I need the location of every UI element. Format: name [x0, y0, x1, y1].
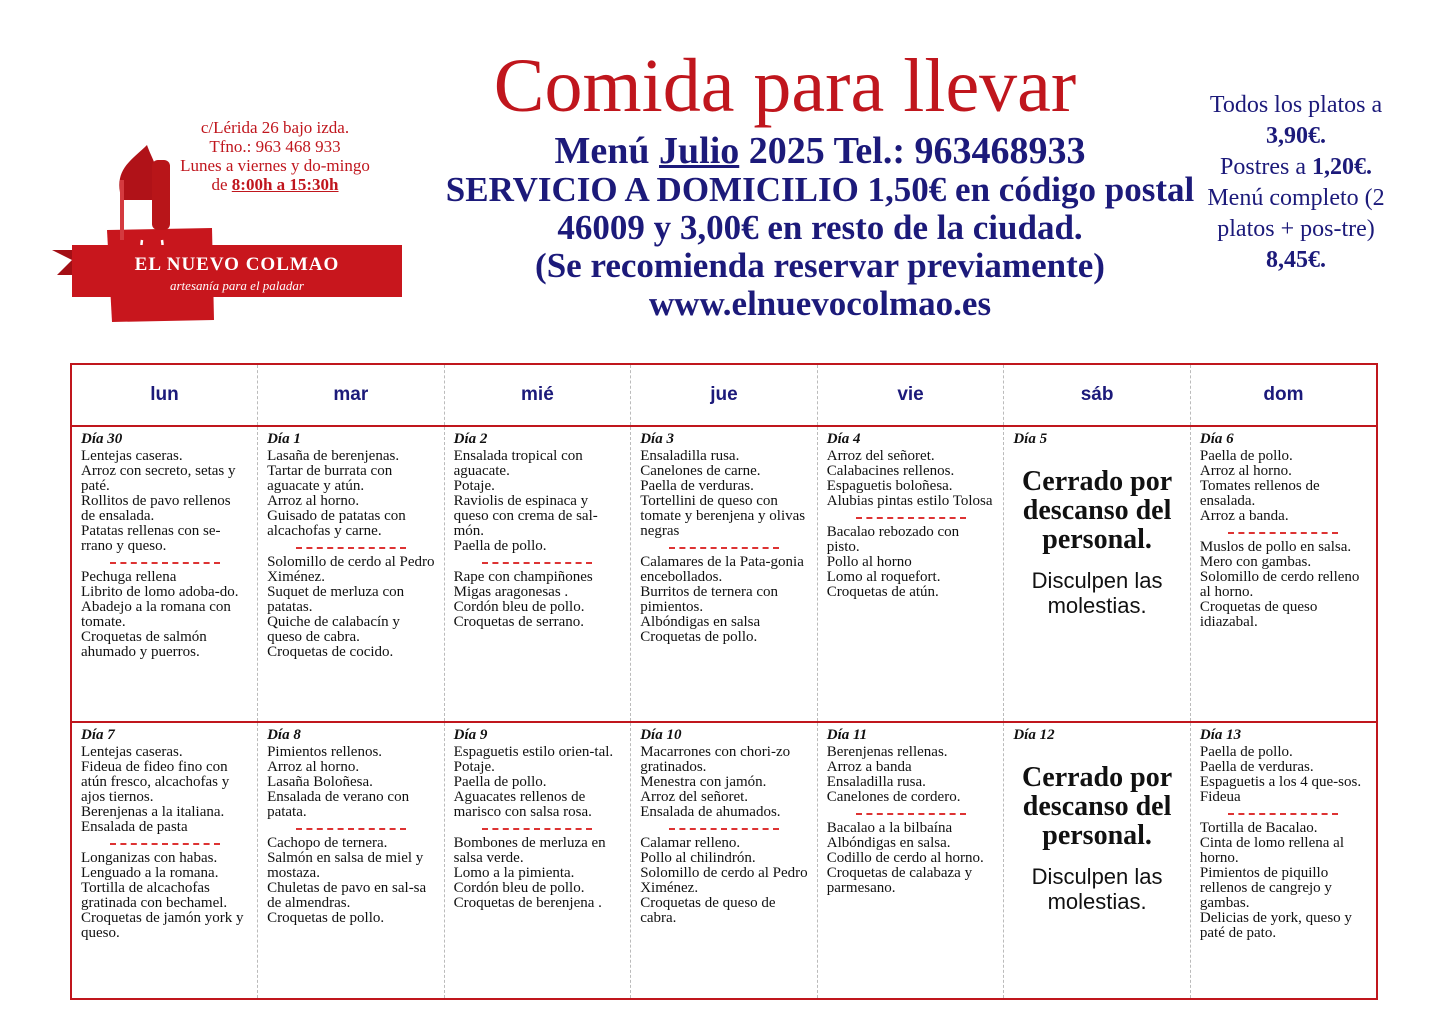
first-course-dish: Macarrones con chori-zo gratinados.: [640, 743, 791, 775]
second-course-dish: Albóndigas en salsa.: [826, 834, 951, 851]
closed-title: Cerrado por descanso del personal.: [1022, 761, 1173, 851]
address-hours: 8:00h a 15:30h: [231, 175, 339, 194]
first-course-dish: Alubias pintas estilo Tolosa: [826, 493, 993, 509]
second-course-dish: Croquetas de queso de cabra.: [640, 894, 776, 926]
address-street: c/Lérida 26 bajo izda.: [200, 118, 350, 137]
second-course-dish: Suquet de merluza con patatas.: [267, 584, 405, 615]
first-course-dish: Ensalada de verano con patata.: [267, 788, 410, 820]
first-course-dish: Menestra con jamón.: [640, 773, 767, 790]
second-course-dish: Bacalao rebozado con pisto.: [826, 524, 960, 555]
price-desserts-label: Postres a: [1220, 154, 1306, 180]
first-course-dish: Tomates rellenos de ensalada.: [1199, 478, 1320, 509]
day-cell: [444, 722, 631, 999]
second-course-dish: Quiche de calabacín y queso de cabra.: [267, 614, 400, 645]
day-cell: [258, 426, 445, 722]
second-course-dish: Pollo al horno: [826, 554, 912, 570]
first-course-dish: Arroz del señoret.: [826, 448, 935, 464]
menu-header: [430, 131, 1210, 323]
first-course-dish: Arroz a banda: [826, 758, 912, 775]
closed-notice: [1013, 763, 1181, 914]
first-course-dish: Arroz al horno.: [267, 493, 360, 509]
second-course-dish: Cachopo de ternera.: [267, 834, 388, 851]
first-course-dish: Raviolis de espinaca y queso con crema de sal-món.: [453, 493, 598, 539]
first-course-dish: Potaje.: [453, 478, 495, 494]
day-cell: [1190, 426, 1377, 722]
weekday-thu: jue: [631, 364, 818, 426]
second-course-dish: Codillo de cerdo al horno.: [826, 849, 984, 866]
second-course-dish: Lomo al roquefort.: [826, 569, 941, 585]
first-course-dish: Espaguetis estilo orien-tal.: [453, 743, 614, 760]
first-course-dish: Rollitos de pavo rellenos de ensalada.: [81, 493, 231, 524]
second-course-dish: Bacalao a la bilbaína: [826, 819, 953, 836]
second-course-dish: Salmón en salsa de miel y mostaza.: [267, 849, 424, 881]
day-number: Día 4: [826, 431, 861, 447]
second-course-dish: Pimientos de piquillo rellenos de cangrejo y gambas.: [1199, 864, 1332, 911]
first-course-dish: Lentejas caseras.: [81, 448, 183, 464]
second-course-dish: Tortilla de alcachofas gratinada con bechamel.: [81, 879, 228, 911]
closed-notice: [1013, 467, 1181, 618]
day-number: Día 11: [826, 726, 868, 743]
first-course-dish: Lasaña Boloñesa.: [267, 773, 373, 790]
second-course-dish: Croquetas de berenjena .: [453, 894, 602, 911]
weekday-wed: mié: [444, 364, 631, 426]
day-cell: [631, 722, 818, 999]
second-course-dish: Librito de lomo adoba-do.: [81, 584, 239, 600]
weekday-tue: mar: [258, 364, 445, 426]
first-course-dish: Ensaladilla rusa.: [640, 448, 740, 464]
day-number: Día 13: [1199, 726, 1242, 743]
course-separator: [856, 813, 966, 815]
first-course-dish: Paella de pollo.: [453, 538, 547, 554]
second-course-dish: Solomillo de cerdo al Pedro Ximénez.: [267, 554, 435, 585]
weekday-fri: vie: [817, 364, 1004, 426]
page-title: Comida para llevar: [493, 44, 1077, 128]
weekday-sat: sáb: [1004, 364, 1191, 426]
day-number: Día 7: [81, 726, 115, 743]
price-menu-label: Menú completo (2 platos + pos-tre): [1207, 185, 1385, 242]
day-number: Día 6: [1199, 431, 1234, 447]
week-row: [71, 722, 1377, 999]
first-course-dish: Tartar de burrata con aguacate y atún.: [267, 463, 393, 494]
second-course-dish: Tortilla de Bacalao.: [1199, 819, 1318, 836]
second-course-dish: Delicias de york, queso y paté de pato.: [1199, 909, 1352, 941]
first-course-dish: Berenjenas rellenas.: [826, 743, 948, 760]
first-course-dish: Canelones de carne.: [640, 463, 761, 479]
first-course-dish: Arroz a banda.: [1199, 508, 1289, 524]
second-course-dish: Solomillo de cerdo relleno al horno.: [1199, 569, 1360, 600]
closed-apology: Disculpen las molestias.: [1031, 568, 1163, 618]
course-separator: [296, 547, 406, 549]
day-cell: [817, 426, 1004, 722]
second-course-dish: Croquetas de jamón york y queso.: [81, 909, 244, 941]
price-plates: 3,90€.: [1266, 123, 1326, 149]
second-course-dish: Lenguado a la romana.: [81, 864, 219, 881]
first-course-dish: Paella de pollo.: [453, 773, 547, 790]
second-course-dish: Rape con champiñones: [453, 569, 593, 585]
first-course-dish: Tortellini de queso con tomate y berenjena y olivas negras: [640, 493, 806, 539]
second-course-dish: Abadejo a la romana con tomate.: [81, 599, 231, 630]
first-course-dish: Paella de pollo.: [1199, 743, 1293, 760]
reserve-note: (Se recomienda reservar previamente): [535, 246, 1105, 285]
price-plates-label: Todos los platos a: [1209, 92, 1383, 118]
day-cell: [1004, 722, 1191, 999]
first-course-dish: Fideua de fideo fino con atún fresco, alcachofas y ajos tiernos.: [81, 758, 230, 805]
prices-block: [1196, 90, 1396, 276]
day-number: Día 3: [640, 431, 674, 447]
day-number: Día 1: [267, 431, 301, 447]
second-course-dish: Croquetas de serrano.: [453, 614, 584, 630]
first-course-dish: Arroz al horno.: [1199, 463, 1292, 479]
first-course-dish: Potaje.: [453, 758, 495, 775]
day-number: Día 5: [1013, 431, 1048, 447]
day-number: Día 8: [267, 726, 301, 743]
week-row: [71, 426, 1377, 722]
first-course-dish: Guisado de patatas con alcachofas y carne.: [267, 508, 406, 539]
first-course-dish: Ensalada de pasta: [81, 818, 188, 835]
weekday-mon: lun: [71, 364, 258, 426]
second-course-dish: Chuletas de pavo en sal-sa de almendras.: [267, 879, 427, 911]
course-separator: [1228, 813, 1338, 815]
first-course-dish: Arroz del señoret.: [640, 788, 749, 805]
first-course-dish: Lentejas caseras.: [81, 743, 183, 760]
day-cell: [817, 722, 1004, 999]
weekday-header-row: [71, 364, 1377, 426]
first-course-dish: Ensalada de ahumados.: [640, 803, 781, 820]
second-course-dish: Pechuga rellena: [81, 569, 177, 585]
second-course-dish: Croquetas de pollo.: [640, 629, 758, 645]
first-course-dish: Calabacines rellenos.: [826, 463, 955, 479]
second-course-dish: Calamar relleno.: [640, 834, 741, 851]
course-separator: [110, 843, 220, 845]
first-course-dish: Paella de verduras.: [640, 478, 754, 494]
price-desserts: 1,20€.: [1312, 154, 1372, 180]
weekday-sun: dom: [1190, 364, 1377, 426]
first-course-dish: Pimientos rellenos.: [267, 743, 383, 760]
second-course-dish: Mero con gambas.: [1199, 554, 1312, 570]
first-course-dish: Paella de verduras.: [1199, 758, 1314, 775]
day-cell: [1004, 426, 1191, 722]
first-course-dish: Lasaña de berenjenas.: [267, 448, 400, 464]
second-course-dish: Croquetas de calabaza y parmesano.: [826, 864, 973, 896]
second-course-dish: Croquetas de queso idiazabal.: [1199, 599, 1318, 630]
second-course-dish: Cordón bleu de pollo.: [453, 879, 585, 896]
second-course-dish: Cinta de lomo rellena al horno.: [1199, 834, 1344, 866]
course-separator: [296, 828, 406, 830]
website-link[interactable]: www.elnuevocolmao.es: [648, 284, 992, 323]
second-course-dish: Bombones de merluza en salsa verde.: [453, 834, 606, 866]
second-course-dish: Muslos de pollo en salsa.: [1199, 539, 1352, 555]
address-days: Lunes a viernes y do-mingo de: [180, 156, 370, 194]
second-course-dish: Calamares de la Pata-gonia encebollados.: [640, 554, 804, 585]
menu-title-line: [430, 131, 1210, 171]
first-course-dish: Arroz al horno.: [267, 758, 360, 775]
second-course-dish: Migas aragonesas .: [453, 584, 569, 600]
day-cell: [71, 426, 258, 722]
day-cell: [71, 722, 258, 999]
second-course-dish: Longanizas con habas.: [81, 849, 218, 866]
course-separator: [110, 562, 220, 564]
first-course-dish: Canelones de cordero.: [826, 788, 961, 805]
course-separator: [482, 828, 592, 830]
logo-tagline: artesanía para el paladar: [170, 278, 304, 293]
first-course-dish: Paella de pollo.: [1199, 448, 1293, 464]
delivery-info: SERVICIO A DOMICILIO 1,50€ en código postal 46009 y 3,00€ en resto de la ciudad.: [445, 170, 1195, 247]
day-number: Día 9: [453, 726, 488, 743]
second-course-dish: Croquetas de cocido.: [267, 644, 394, 660]
day-cell: [1190, 722, 1377, 999]
course-separator: [482, 562, 592, 564]
course-separator: [1228, 532, 1338, 534]
course-separator: [669, 828, 779, 830]
course-separator: [856, 517, 966, 519]
first-course-dish: Espaguetis boloñesa.: [826, 478, 953, 494]
first-course-dish: Berenjenas a la italiana.: [81, 803, 225, 820]
first-course-dish: Fideua: [1199, 788, 1241, 805]
second-course-dish: Croquetas de salmón ahumado y puerros.: [81, 629, 207, 660]
day-cell: [631, 426, 818, 722]
logo: [52, 140, 412, 325]
first-course-dish: Espaguetis a los 4 que-sos.: [1199, 773, 1362, 790]
closed-title: Cerrado por descanso del personal.: [1022, 466, 1173, 555]
closed-apology: Disculpen las molestias.: [1031, 863, 1163, 914]
course-separator: [669, 547, 779, 549]
second-course-dish: Croquetas de pollo.: [267, 909, 385, 926]
day-number: Día 10: [640, 726, 682, 743]
day-number: Día 12: [1013, 726, 1055, 743]
menu-prefix: Menú: [554, 130, 650, 172]
first-course-dish: Patatas rellenas con se-rrano y queso.: [81, 523, 221, 554]
menu-month: Julio: [659, 130, 740, 172]
first-course-dish: Ensalada tropical con aguacate.: [453, 448, 583, 479]
address-phone: Tfno.: 963 468 933: [209, 137, 341, 156]
day-number: Día 30: [81, 431, 123, 447]
second-course-dish: Lomo a la pimienta.: [453, 864, 575, 881]
second-course-dish: Solomillo de cerdo al Pedro Ximénez.: [640, 864, 808, 896]
first-course-dish: Aguacates rellenos de marisco con salsa rosa.: [453, 788, 592, 820]
day-number: Día 2: [453, 431, 488, 447]
price-menu: 8,45€.: [1266, 247, 1326, 273]
second-course-dish: Burritos de ternera con pimientos.: [640, 584, 779, 615]
menu-calendar: [70, 363, 1378, 1000]
first-course-dish: Arroz con secreto, setas y paté.: [81, 463, 236, 494]
first-course-dish: Ensaladilla rusa.: [826, 773, 926, 790]
second-course-dish: Albóndigas en salsa: [640, 614, 761, 630]
second-course-dish: Croquetas de atún.: [826, 584, 939, 600]
day-cell: [258, 722, 445, 999]
day-cell: [444, 426, 631, 722]
second-course-dish: Cordón bleu de pollo.: [453, 599, 585, 615]
logo-name: EL NUEVO COLMAO: [134, 254, 340, 275]
menu-phone: 2025 Tel.: 963468933: [748, 130, 1086, 172]
second-course-dish: Pollo al chilindrón.: [640, 849, 756, 866]
